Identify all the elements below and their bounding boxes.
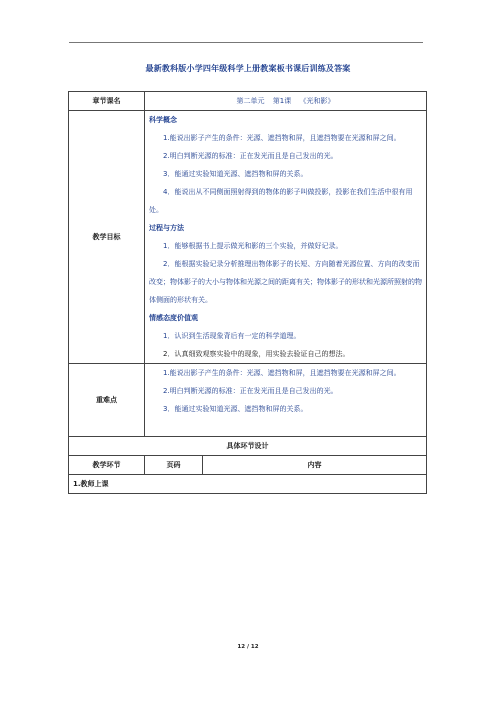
key-point-1: 1.能说出影子产生的条件：光源、遮挡物和屏，且遮挡物要在光源和屏之间。 — [163, 369, 401, 377]
section-heading-concepts: 科学概念 — [149, 116, 177, 124]
chapter-title — [145, 92, 427, 111]
concept-item-4: 4．能说出从不同侧面照射得到的物体的影子叫做投影，投影在我们生活中很有用处。 — [149, 188, 413, 214]
step-teacher-class: 1.教师上课 — [69, 475, 427, 494]
chapter-label: 章节课名 — [69, 92, 145, 111]
lesson-name: 《光和影》 — [299, 97, 335, 105]
key-points-label: 重难点 — [69, 364, 145, 437]
concept-item-1: 1.能说出影子产生的条件：光源、遮挡物和屏，且遮挡物要在光源和屏之间。 — [163, 134, 401, 142]
section-heading-methods: 过程与方法 — [149, 224, 184, 232]
document-title: 最新教科版小学四年级科学上册教案板书课后训练及答案 — [145, 64, 351, 73]
design-heading-row — [69, 437, 427, 456]
key-points-content — [145, 364, 427, 437]
column-header-content: 内容 — [203, 456, 427, 475]
chapter-row — [69, 92, 427, 111]
lesson-number: 第1课 — [272, 97, 292, 105]
header-rule — [69, 42, 423, 43]
design-columns-row — [69, 456, 427, 475]
attitude-item-1: 1．认识到生活现象背后有一定的科学道理。 — [163, 332, 301, 340]
page-number: 12 / 12 — [237, 644, 259, 650]
concept-item-2: 2.明白判断光源的标准：正在发光而且是自己发出的光。 — [163, 152, 338, 160]
lesson-plan-table — [68, 91, 427, 494]
key-point-2: 2.明白判断光源的标准：正在发光而且是自己发出的光。 — [163, 387, 338, 395]
design-heading: 具体环节设计 — [69, 437, 427, 456]
key-points-row — [69, 364, 427, 437]
blank-line — [149, 418, 422, 436]
attitude-item-2: 2．认真细致观察实验中的现象，用实验去验证自己的想法。 — [163, 350, 350, 358]
method-item-2: 2．能根据实验记录分析推理出物体影子的长短、方向随着光源位置、方向的改变而改变；物体影子的大小与物体和光源之间的距离有关；物体影子的形状和光源所照射的物体侧面的形状有关。 — [149, 260, 422, 304]
key-point-3: 3．能通过实验知道光源、遮挡物和屏的关系。 — [163, 405, 308, 413]
design-step-row — [69, 475, 427, 494]
objectives-row — [69, 111, 427, 364]
unit-name: 第二单元 — [236, 97, 265, 105]
column-header-page: 页码 — [145, 456, 203, 475]
objectives-content — [145, 111, 427, 364]
section-heading-attitude: 情感态度价值观 — [149, 314, 198, 322]
concept-item-3: 3．能通过实验知道光源、遮挡物和屏的关系。 — [163, 170, 308, 178]
column-header-step: 教学环节 — [69, 456, 145, 475]
method-item-1: 1．能够根据书上提示做光和影的三个实验，并做好记录。 — [163, 242, 343, 250]
objectives-label: 教学目标 — [69, 111, 145, 364]
